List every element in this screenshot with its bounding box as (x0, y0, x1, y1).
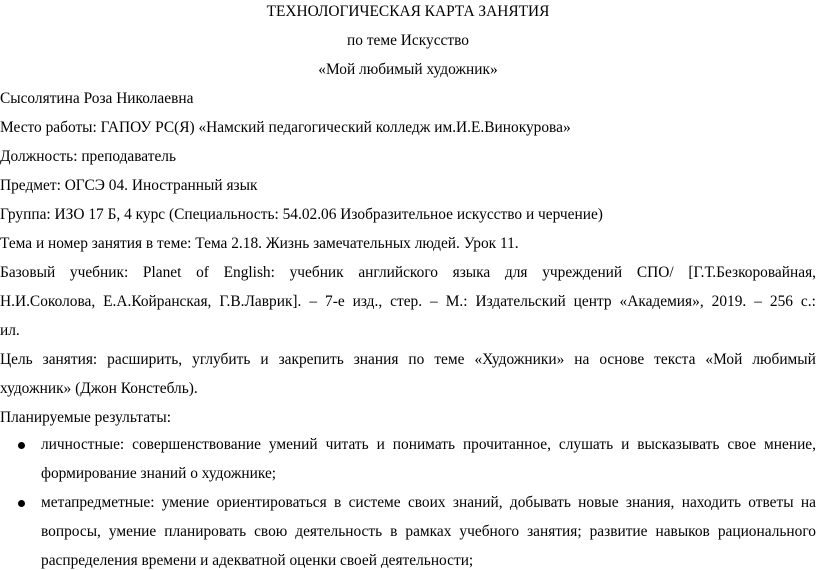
lesson-line: Тема и номер занятия в теме: Тема 2.18. Жизнь замечательных людей. Урок 11. (0, 235, 519, 252)
word: СПО/ (636, 264, 674, 281)
subject-line: Предмет: ОГСЭ 04. Иностранный язык (0, 177, 258, 194)
workplace-line: Место работы: ГАПОУ РС(Я) «Намский педагогический колледж им.И.Е.Винокурова» (0, 119, 571, 136)
word: [Г.Т.Безкоровайная, (688, 264, 816, 281)
word: своих (407, 494, 446, 511)
textbook-line-1 (0, 264, 816, 282)
word: 2019. (711, 293, 747, 310)
word: метапредметные: (41, 494, 155, 511)
lesson-subtopic: «Мой любимый художник» (318, 61, 498, 78)
word: стер. (390, 293, 423, 310)
word: Н.И.Соколова, (0, 293, 96, 310)
word: добывать (509, 494, 571, 511)
word: системе (348, 494, 401, 511)
word: знаний, (452, 494, 503, 511)
word: мнение, (764, 436, 816, 453)
word: находить (681, 494, 741, 511)
word: углубить (192, 351, 251, 368)
word: деятельность (295, 523, 383, 540)
word: ориентироваться (216, 494, 327, 511)
word: умение (108, 523, 157, 540)
word: в (390, 523, 398, 540)
word: Planet (142, 264, 182, 281)
word: и (260, 351, 269, 368)
word: расширить, (107, 351, 183, 368)
word: текста (654, 351, 696, 368)
word: любимый (752, 351, 816, 368)
word: занятия: (42, 351, 98, 368)
word: Г.В.Лаврик]. (219, 293, 302, 310)
word: 7-е (325, 293, 345, 310)
word: личностные: (41, 436, 125, 453)
word: 256 (769, 293, 793, 310)
word: Е.А.Койранская, (103, 293, 212, 310)
lesson-topic: по теме Искусство (347, 32, 469, 49)
word: рамках (405, 523, 452, 540)
word: с.: (800, 293, 816, 310)
word: знания, (625, 494, 675, 511)
result-item-2-line-3: распределения времени и адекватной оценки своей деятельности; (41, 552, 474, 569)
word: Базовый (0, 264, 56, 281)
group-line: Группа: ИЗО 17 Б, 4 курс (Специальность: 54.02.06 Изобразительное искусство и черчение) (0, 206, 603, 223)
word: – (430, 293, 438, 310)
word: совершенствование (132, 436, 261, 453)
results-heading: Планируемые результаты: (0, 409, 171, 426)
word: планировать (164, 523, 247, 540)
word: of (196, 264, 209, 281)
word: вопросы, (41, 523, 101, 540)
word: свое (727, 436, 757, 453)
textbook-line-3: ил. (0, 322, 20, 339)
word: ответы (748, 494, 794, 511)
bullet-icon (18, 500, 25, 507)
word: читать (325, 436, 369, 453)
word: развитие (589, 523, 648, 540)
word: English: (223, 264, 275, 281)
word: умений (268, 436, 318, 453)
word: закрепить (278, 351, 344, 368)
result-item-2-line-2 (41, 523, 816, 541)
goal-line-1 (0, 351, 816, 369)
word: на (574, 351, 590, 368)
word: прочитанное, (462, 436, 551, 453)
word: теме (434, 351, 465, 368)
word: «Академия», (619, 293, 704, 310)
word: и (621, 436, 630, 453)
word: М.: (445, 293, 468, 310)
textbook-line-2 (0, 293, 816, 311)
word: навыков (655, 523, 710, 540)
word: учреждений (542, 264, 623, 281)
position-line: Должность: преподаватель (0, 148, 176, 165)
word: языка (452, 264, 491, 281)
bullet-icon (18, 442, 25, 449)
word: в (334, 494, 342, 511)
document-title: ТЕХНОЛОГИЧЕСКАЯ КАРТА ЗАНЯТИЯ (266, 3, 550, 20)
word: умение (161, 494, 210, 511)
word: Издательский (475, 293, 566, 310)
word: занятия; (527, 523, 582, 540)
word: английского (358, 264, 438, 281)
word: для (504, 264, 528, 281)
word: «Художники» (474, 351, 565, 368)
word: по (408, 351, 425, 368)
word: «Мой (705, 351, 743, 368)
word: высказывать (637, 436, 720, 453)
word: рационального (717, 523, 816, 540)
word: – (754, 293, 762, 310)
word: учебник (289, 264, 344, 281)
word: Цель (0, 351, 33, 368)
word: слушать (558, 436, 614, 453)
result-item-2-line-1 (41, 494, 816, 512)
author-name: Сысолятина Роза Николаевна (0, 90, 194, 107)
result-item-1-line-2: формирование знаний о художнике; (41, 465, 277, 482)
word: изд., (352, 293, 383, 310)
word: учебного (459, 523, 520, 540)
word: новые (578, 494, 619, 511)
word: и (376, 436, 385, 453)
word: – (309, 293, 318, 310)
word: знания (353, 351, 399, 368)
word: учебник: (69, 264, 129, 281)
word: на (800, 494, 816, 511)
word: основе (599, 351, 645, 368)
result-item-1-line-1 (41, 436, 816, 454)
word: понимать (392, 436, 455, 453)
goal-line-2: художник» (Джон Констебль). (0, 380, 198, 397)
word: свою (254, 523, 288, 540)
word: центр (573, 293, 612, 310)
